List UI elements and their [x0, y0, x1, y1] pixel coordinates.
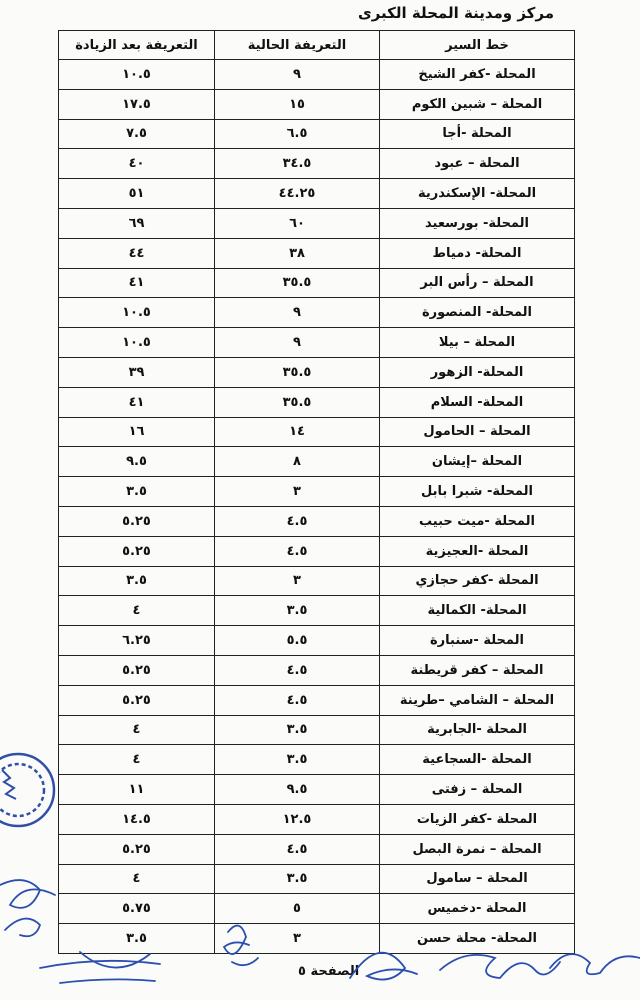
route-cell: المحلة – كفر قريطنة — [380, 655, 575, 685]
table-row — [59, 506, 575, 536]
current-fare-cell: ٩ — [215, 60, 380, 90]
route-cell: المحلة -دخميس — [380, 894, 575, 924]
new-fare-cell: ١٧.٥ — [59, 89, 215, 119]
page-title: مركز ومدينة المحلة الكبرى — [357, 4, 554, 22]
new-fare-cell: ٤١ — [59, 268, 215, 298]
table-row — [59, 655, 575, 685]
current-fare-cell: ٣ — [215, 477, 380, 507]
official-seal-icon — [0, 754, 54, 826]
route-cell: المحلة – عبود — [380, 149, 575, 179]
new-fare-cell: ١٠.٥ — [59, 60, 215, 90]
current-fare-cell: ٣٤.٥ — [215, 149, 380, 179]
current-fare-cell: ٦٠ — [215, 208, 380, 238]
new-fare-cell: ٣.٥ — [59, 477, 215, 507]
table-row — [59, 328, 575, 358]
current-fare-cell: ٣٥.٥ — [215, 268, 380, 298]
table-row — [59, 477, 575, 507]
route-cell: المحلة -العجيزية — [380, 536, 575, 566]
current-fare-cell: ٤.٥ — [215, 685, 380, 715]
route-cell: المحلة -أجا — [380, 119, 575, 149]
new-fare-cell: ٩.٥ — [59, 447, 215, 477]
table-row — [59, 596, 575, 626]
table-row — [59, 447, 575, 477]
new-fare-cell: ٣.٥ — [59, 566, 215, 596]
table-row — [59, 894, 575, 924]
table-row — [59, 566, 575, 596]
route-cell: المحلة- بورسعيد — [380, 208, 575, 238]
new-fare-cell: ١٤.٥ — [59, 804, 215, 834]
table-row — [59, 775, 575, 805]
current-fare-cell: ٤٤.٢٥ — [215, 179, 380, 209]
fares-table — [58, 30, 575, 954]
current-fare-cell: ٤.٥ — [215, 506, 380, 536]
current-fare-cell: ٤.٥ — [215, 655, 380, 685]
new-fare-cell: ٥.٢٥ — [59, 506, 215, 536]
column-header-new-fare: التعريفة بعد الزيادة — [59, 31, 215, 60]
table-row — [59, 268, 575, 298]
current-fare-cell: ٣ — [215, 924, 380, 954]
current-fare-cell: ٣.٥ — [215, 715, 380, 745]
table-row — [59, 119, 575, 149]
table-row — [59, 149, 575, 179]
new-fare-cell: ٦.٢٥ — [59, 626, 215, 656]
table-row — [59, 536, 575, 566]
new-fare-cell: ٥.٧٥ — [59, 894, 215, 924]
route-cell: المحلة – الشامي –طرينة — [380, 685, 575, 715]
new-fare-cell: ٤ — [59, 596, 215, 626]
route-cell: المحلة – رأس البر — [380, 268, 575, 298]
new-fare-cell: ٤٠ — [59, 149, 215, 179]
route-cell: المحلة –إيشان — [380, 447, 575, 477]
route-cell: المحلة -السجاعية — [380, 745, 575, 775]
current-fare-cell: ٩ — [215, 328, 380, 358]
current-fare-cell: ٣.٥ — [215, 596, 380, 626]
column-header-current-fare: التعريفة الحالية — [215, 31, 380, 60]
page-number: الصفحة ٥ — [298, 964, 360, 979]
table-row — [59, 804, 575, 834]
new-fare-cell: ٤٤ — [59, 238, 215, 268]
new-fare-cell: ٣.٥ — [59, 924, 215, 954]
current-fare-cell: ٣.٥ — [215, 864, 380, 894]
route-cell: المحلة – شبين الكوم — [380, 89, 575, 119]
route-cell: المحلة- محلة حسن — [380, 924, 575, 954]
table-row — [59, 685, 575, 715]
new-fare-cell: ٥.٢٥ — [59, 655, 215, 685]
route-cell: المحلة -الجابرية — [380, 715, 575, 745]
route-cell: المحلة – زفتى — [380, 775, 575, 805]
table-row — [59, 208, 575, 238]
column-header-route: خط السير — [380, 31, 575, 60]
current-fare-cell: ٦.٥ — [215, 119, 380, 149]
route-cell: المحلة – الحامول — [380, 417, 575, 447]
new-fare-cell: ٤١ — [59, 387, 215, 417]
new-fare-cell: ٦٩ — [59, 208, 215, 238]
new-fare-cell: ٥.٢٥ — [59, 834, 215, 864]
table-row — [59, 179, 575, 209]
route-cell: المحلة- السلام — [380, 387, 575, 417]
new-fare-cell: ٤ — [59, 715, 215, 745]
new-fare-cell: ٥.٢٥ — [59, 685, 215, 715]
route-cell: المحلة – بيلا — [380, 328, 575, 358]
table-row — [59, 417, 575, 447]
route-cell: المحلة- الإسكندرية — [380, 179, 575, 209]
new-fare-cell: ٧.٥ — [59, 119, 215, 149]
route-cell: المحلة -كفر الشيخ — [380, 60, 575, 90]
table-row — [59, 238, 575, 268]
current-fare-cell: ٨ — [215, 447, 380, 477]
route-cell: المحلة -كفر حجازي — [380, 566, 575, 596]
route-cell: المحلة -سنبارة — [380, 626, 575, 656]
new-fare-cell: ٣٩ — [59, 357, 215, 387]
current-fare-cell: ٣٨ — [215, 238, 380, 268]
route-cell: المحلة – نمرة البصل — [380, 834, 575, 864]
route-cell: المحلة- الزهور — [380, 357, 575, 387]
table-row — [59, 834, 575, 864]
route-cell: المحلة- شبرا بابل — [380, 477, 575, 507]
current-fare-cell: ٣٥.٥ — [215, 357, 380, 387]
new-fare-cell: ٤ — [59, 864, 215, 894]
route-cell: المحلة- الكمالية — [380, 596, 575, 626]
new-fare-cell: ٥١ — [59, 179, 215, 209]
current-fare-cell: ٥.٥ — [215, 626, 380, 656]
route-cell: المحلة -ميت حبيب — [380, 506, 575, 536]
table-row — [59, 715, 575, 745]
new-fare-cell: ١١ — [59, 775, 215, 805]
current-fare-cell: ٩.٥ — [215, 775, 380, 805]
new-fare-cell: ١٠.٥ — [59, 328, 215, 358]
current-fare-cell: ٤.٥ — [215, 536, 380, 566]
table-header-row — [59, 31, 575, 60]
table-row — [59, 745, 575, 775]
route-cell: المحلة- المنصورة — [380, 298, 575, 328]
current-fare-cell: ٣٥.٥ — [215, 387, 380, 417]
route-cell: المحلة- دمياط — [380, 238, 575, 268]
new-fare-cell: ١٦ — [59, 417, 215, 447]
current-fare-cell: ١٤ — [215, 417, 380, 447]
table-row — [59, 626, 575, 656]
current-fare-cell: ٤.٥ — [215, 834, 380, 864]
route-cell: المحلة -كفر الزيات — [380, 804, 575, 834]
table-row — [59, 298, 575, 328]
current-fare-cell: ٣.٥ — [215, 745, 380, 775]
current-fare-cell: ٩ — [215, 298, 380, 328]
new-fare-cell: ٥.٢٥ — [59, 536, 215, 566]
table-row — [59, 357, 575, 387]
current-fare-cell: ٥ — [215, 894, 380, 924]
current-fare-cell: ١٢.٥ — [215, 804, 380, 834]
new-fare-cell: ٤ — [59, 745, 215, 775]
table-row — [59, 60, 575, 90]
current-fare-cell: ٣ — [215, 566, 380, 596]
table-row — [59, 387, 575, 417]
route-cell: المحلة – سامول — [380, 864, 575, 894]
table-row — [59, 864, 575, 894]
new-fare-cell: ١٠.٥ — [59, 298, 215, 328]
table-row — [59, 89, 575, 119]
table-row — [59, 924, 575, 954]
current-fare-cell: ١٥ — [215, 89, 380, 119]
